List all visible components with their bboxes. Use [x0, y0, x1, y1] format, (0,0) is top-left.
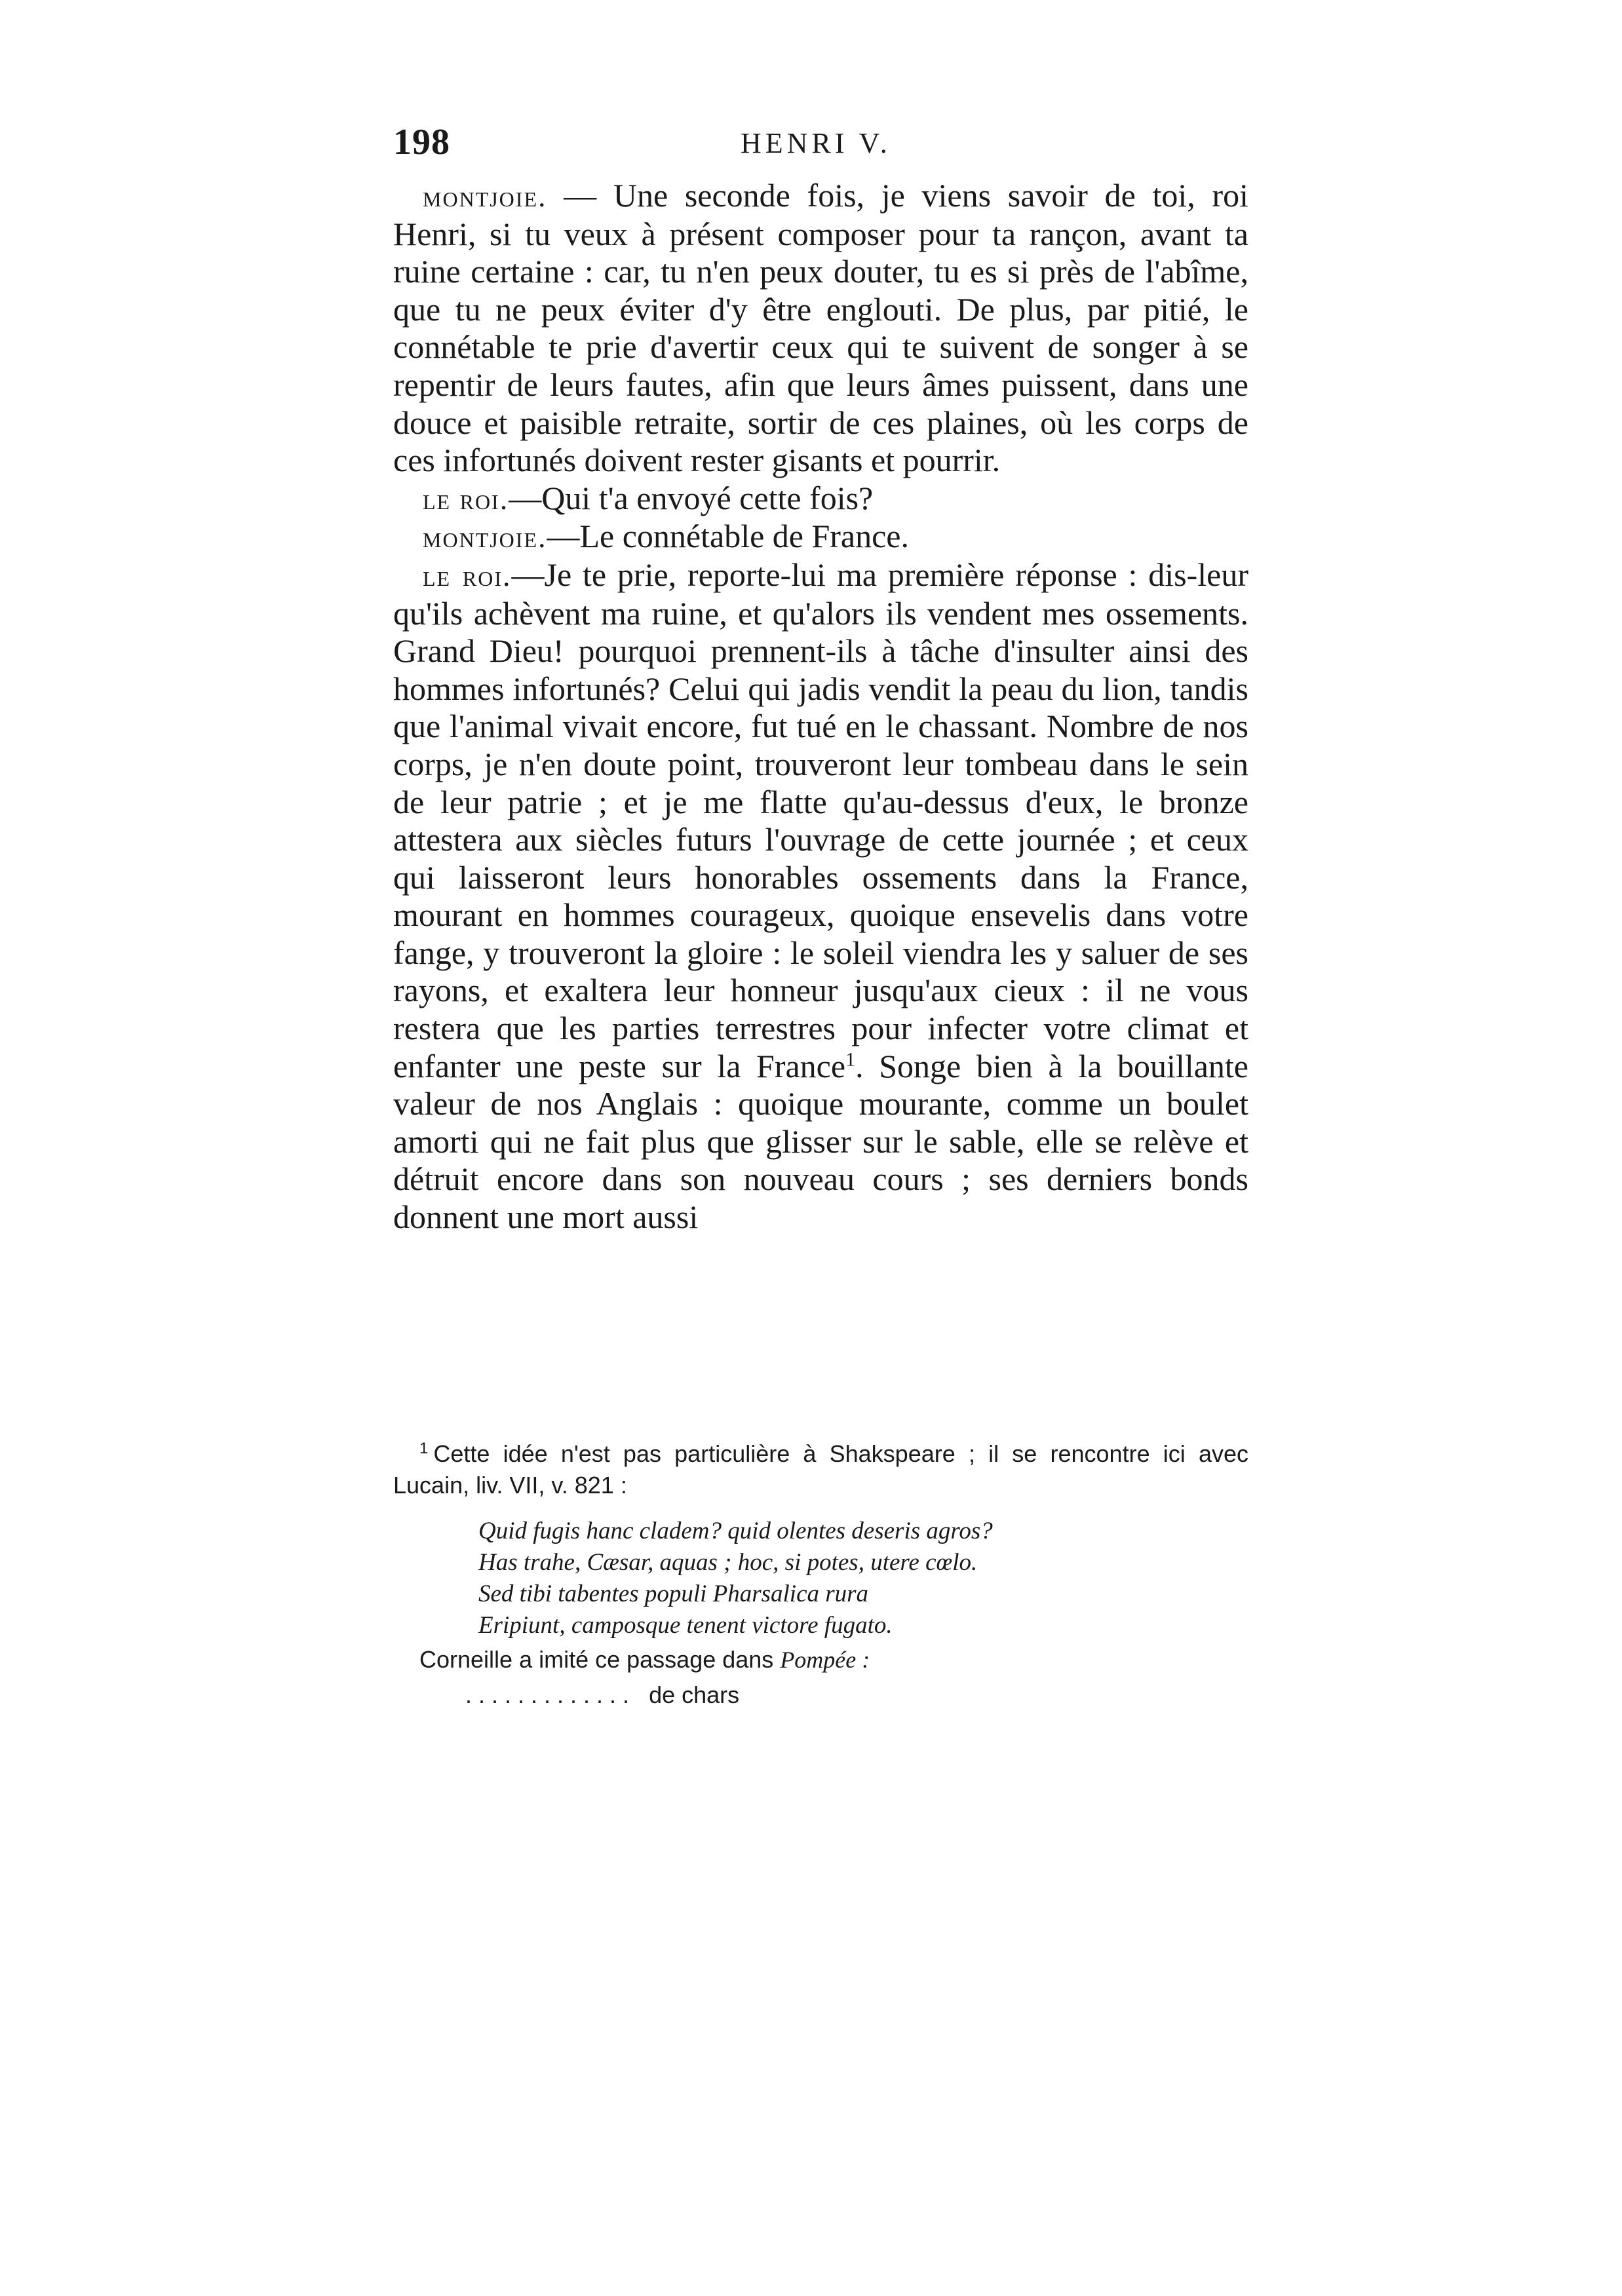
paragraph-text: —Je te prie, reporte-lui ma première réponse : dis-leur qu'ils achèvent ma ruine, et qu'alors ils vendent mes ossements. Grand Dieu! pourquoi prennent-ils à tâche d'insulter ainsi des hommes infortunés? Celui qui jadis vendit la peau du lion, tandis que l'animal vivait encore, fut tué en le chassant. Nombre de nos corps, je n'en doute point, trouveront leur tombeau dans le sein de leur patrie ; et je me flatte qu'au-dessus d'eux, le bronze attestera aux siècles futurs l'ouvrage de cette journée ; et ceux qui laisseront leurs honorables ossements dans la France, mourant en hommes courageux, quoique ensevelis dans votre fange, y trouveront la gloire : le soleil viendra les y saluer de ses rayons, et exaltera leur honneur jusqu'aux cieux : il ne vous restera que les parties terrestres pour infecter votre climat et enfanter une peste sur la France [393, 556, 1248, 1084]
speaker-name: montjoie. [423, 520, 547, 554]
footnotes [393, 1438, 1248, 1711]
verse-line: Has trahe, Cæsar, aquas ; hoc, si potes, utere cœlo. [478, 1549, 978, 1576]
footnote-continuation [419, 1644, 1248, 1675]
speaker-name: le roi. [423, 558, 512, 592]
speaker-name: montjoie. [423, 180, 547, 213]
ellipsis-line [465, 1679, 1248, 1711]
running-head: HENRI V. [741, 127, 891, 159]
verse-line: Quid fugis hanc cladem? quid olentes deseris agros? [478, 1518, 993, 1544]
footnote-text: Cette idée n'est pas particulière à Shakspeare ; il se rencontre ici avec Lucain, liv. VII, v. 821 : [393, 1440, 1248, 1499]
paragraph [393, 518, 1248, 556]
verse-line: Sed tibi tabentes populi Pharsalica rura [478, 1580, 869, 1607]
paragraph [393, 177, 1248, 480]
footnote-mark: 1 [419, 1440, 429, 1457]
footnote-tail-text: Corneille a imité ce passage dans [419, 1646, 781, 1673]
main-text [393, 177, 1248, 1236]
footnote [393, 1438, 1248, 1501]
footnote-reference[interactable]: 1 [845, 1048, 856, 1070]
paragraph-text: —Le connétable de France. [547, 518, 909, 555]
page-header [393, 121, 1248, 167]
paragraph-text-continued: . Songe bien à la bouillante valeur de nos Anglais : quoique mourante, comme un boulet amorti qui ne fait plus que glisser sur le sable, elle se relève et détruit encore dans son nouveau cours ; ses derniers bonds donnent une mort aussi [393, 1047, 1248, 1236]
speaker-name: le roi. [423, 482, 509, 516]
ellipsis-word: de chars [649, 1681, 740, 1708]
page-number: 198 [393, 122, 450, 163]
ellipsis-dots: . . . . . . . . . . . . . [465, 1681, 630, 1708]
verse-line: Eripiunt, camposque tenent victore fugato. [478, 1612, 893, 1639]
latin-quotation [478, 1516, 1248, 1641]
paragraph [393, 556, 1248, 1236]
paragraph-text: — Une seconde fois, je viens savoir de toi, roi Henri, si tu veux à présent composer pour ta rançon, avant ta ruine certaine : car, tu n'en peux douter, tu es si près de l'abîme, que tu ne peux éviter d'y être englouti. De plus, par pitié, le connétable te prie d'avertir ceux qui te suivent de songer à se repentir de leurs fautes, afin que leurs âmes puissent, dans une douce et paisible retraite, sortir de ces plaines, où les corps de ces infortunés doivent rester gisants et pourrir. [393, 177, 1248, 479]
paragraph-text: —Qui t'a envoyé cette fois? [509, 479, 874, 516]
work-title: Pompée : [780, 1647, 870, 1673]
paragraph [393, 480, 1248, 518]
